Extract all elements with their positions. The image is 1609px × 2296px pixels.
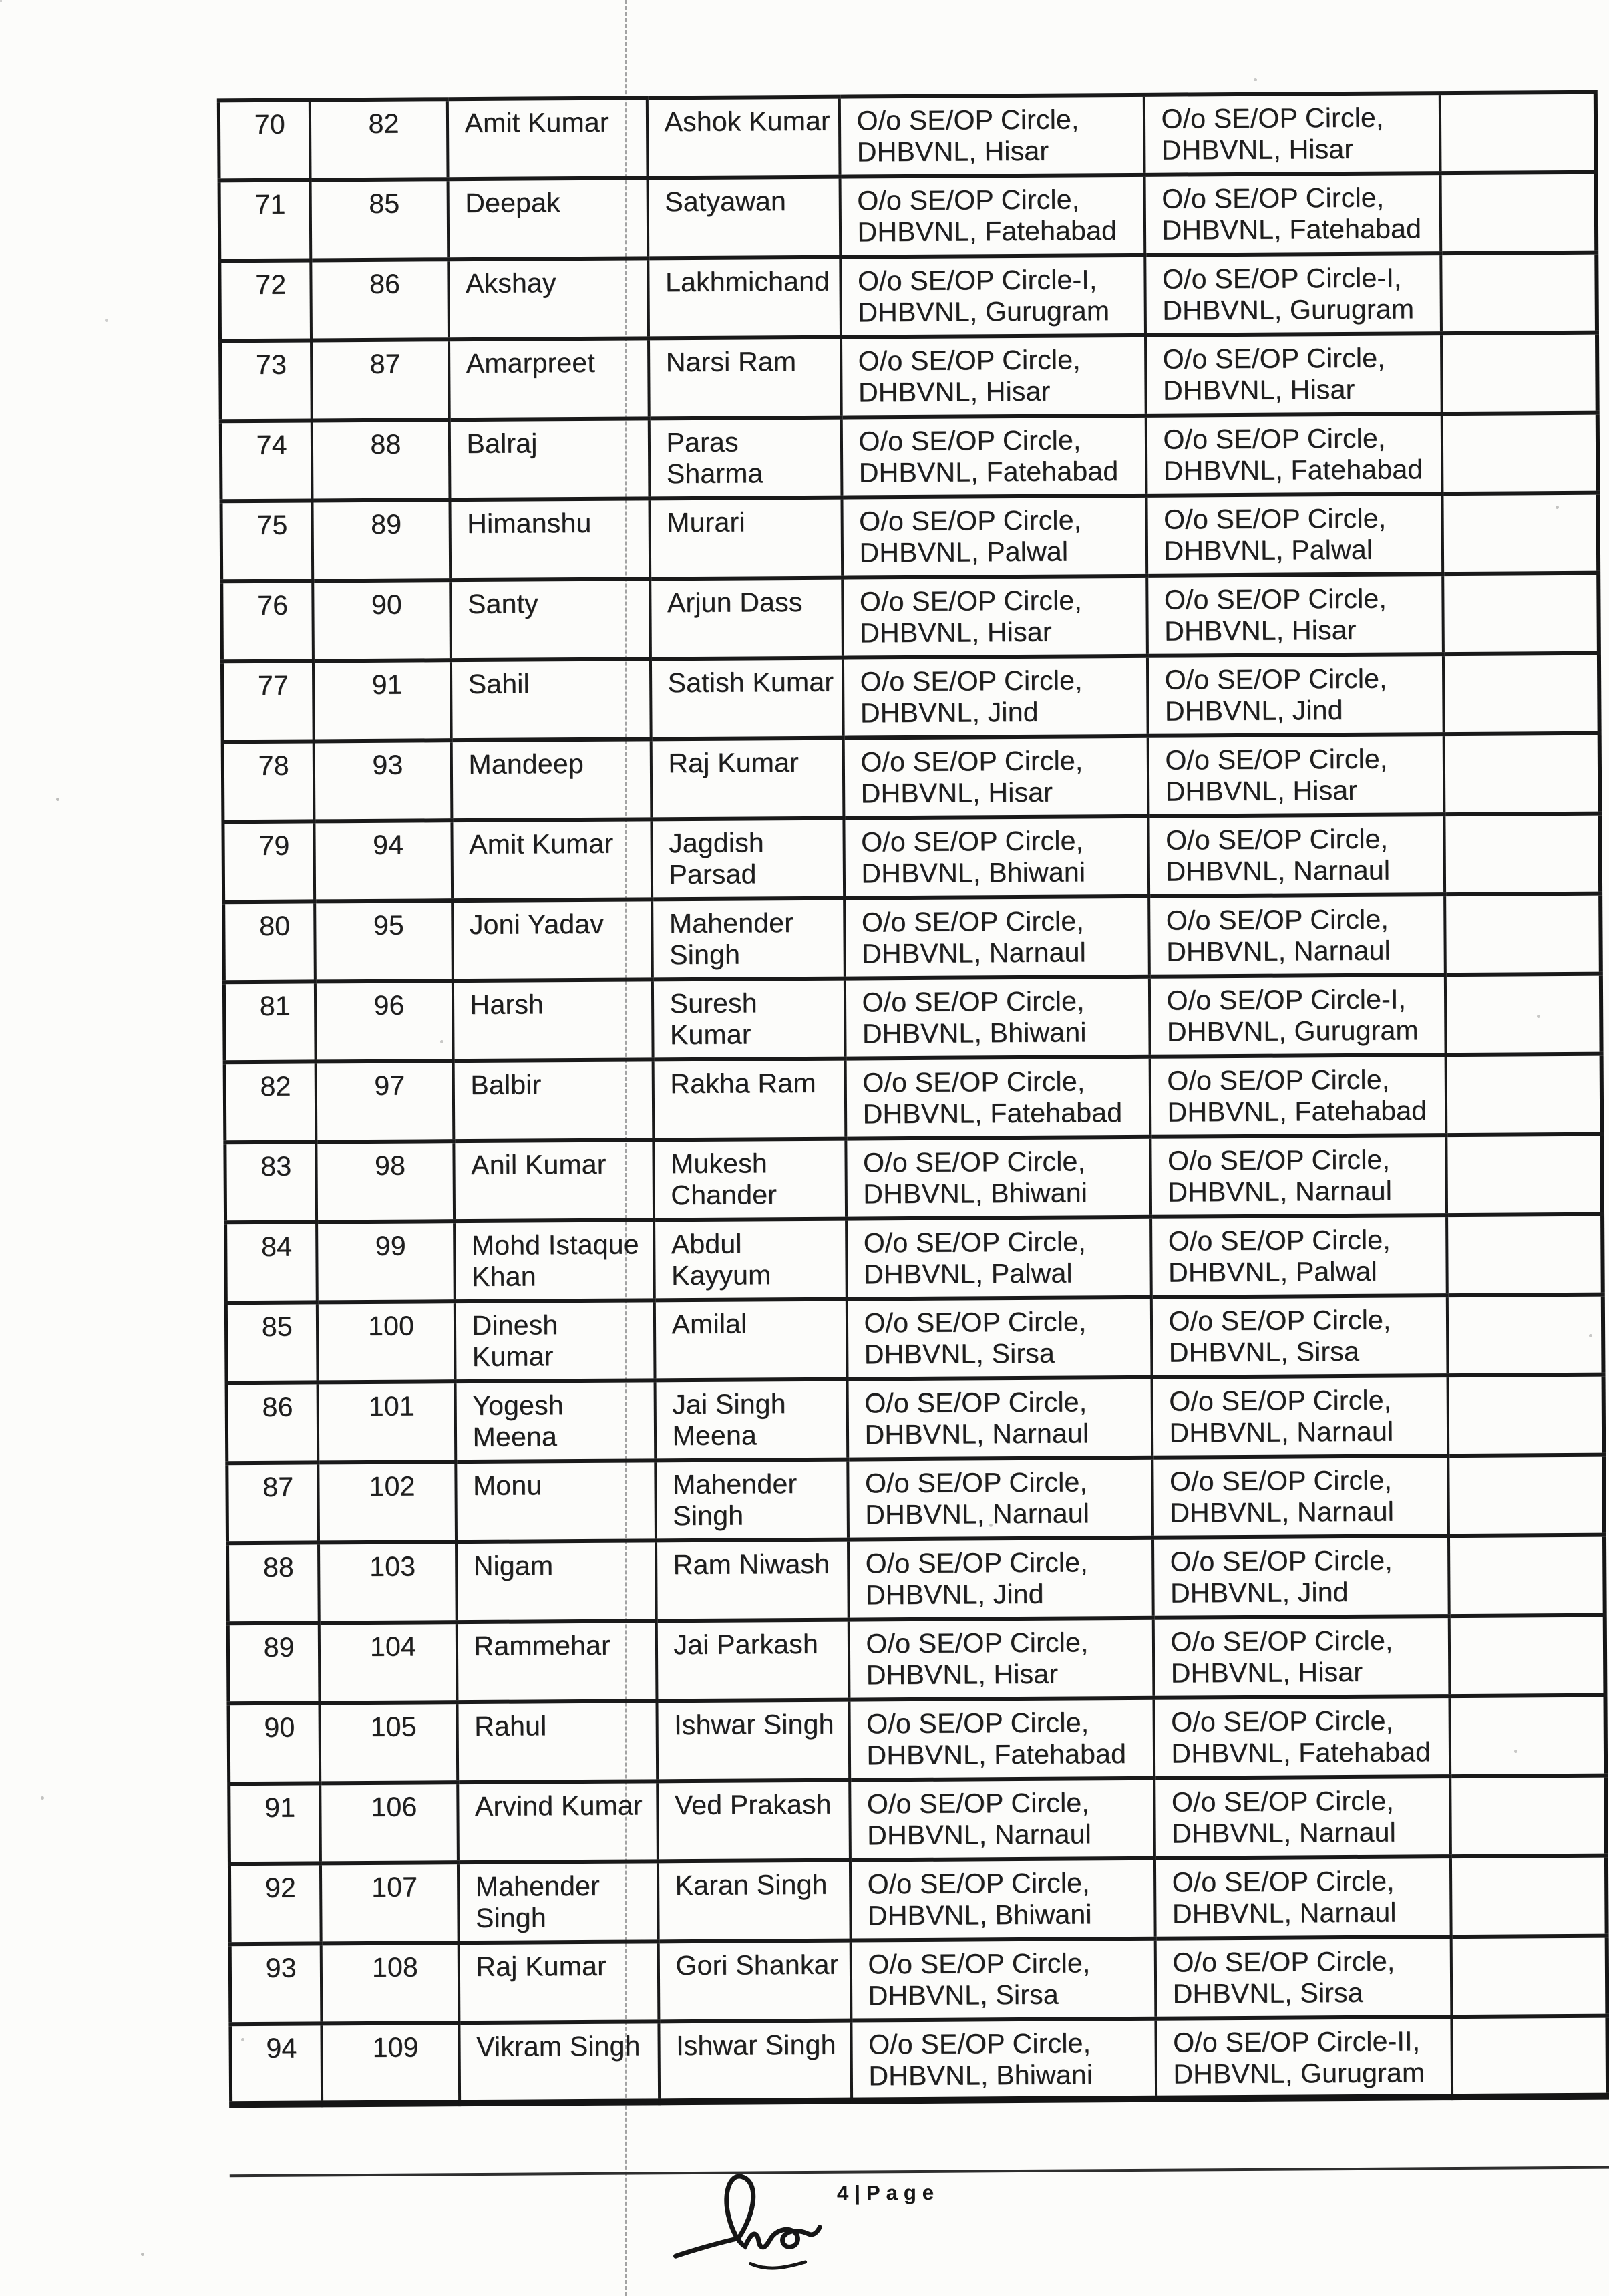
table-row (218, 92, 1596, 181)
cell-blank (1441, 333, 1597, 414)
cell-name: Dinesh Kumar (454, 1300, 655, 1381)
cell-office-1: O/o SE/OP Circle, DHBVNL, Fatehabad (849, 1698, 1154, 1780)
cell-blank (1441, 253, 1597, 333)
cell-name: Anil Kumar (454, 1140, 654, 1221)
cell-father-name: Lakhmichand (648, 257, 841, 339)
cell-office-2: O/o SE/OP Circle, DHBVNL, Fatehabad (1145, 414, 1442, 496)
cell-number: 98 (316, 1141, 454, 1222)
cell-office-2: O/o SE/OP Circle-I, DHBVNL, Gurugram (1145, 253, 1441, 335)
cell-name: Joni Yadav (452, 899, 653, 981)
cell-office-1: O/o SE/OP Circle, DHBVNL, Hisar (842, 576, 1147, 658)
cell-serial: 86 (226, 1382, 318, 1463)
cell-office-1: O/o SE/OP Circle, DHBVNL, Jind (848, 1538, 1153, 1620)
cell-office-1: O/o SE/OP Circle, DHBVNL, Palwal (842, 496, 1147, 578)
cell-serial: 73 (220, 340, 312, 421)
cell-name: Nigam (456, 1540, 657, 1622)
cell-office-2: O/o SE/OP Circle, DHBVNL, Narnaul (1148, 814, 1445, 896)
cell-father-name: Karan Singh (657, 1860, 850, 1942)
cell-father-name: Paras Sharma (649, 418, 842, 499)
table-row (223, 814, 1600, 903)
cell-serial: 93 (230, 1943, 321, 2024)
cell-number: 104 (319, 1622, 457, 1703)
cell-name: Amit Kumar (447, 98, 647, 179)
table-row (229, 1776, 1606, 1864)
cell-blank (1440, 172, 1596, 253)
handwritten-signature (671, 2170, 846, 2285)
cell-office-2: O/o SE/OP Circle, DHBVNL, Hisar (1147, 734, 1444, 816)
cell-office-1: O/o SE/OP Circle, DHBVNL, Fatehabad (841, 416, 1146, 498)
cell-office-2: O/o SE/OP Circle, DHBVNL, Fatehabad (1144, 173, 1441, 255)
cell-office-1: O/o SE/OP Circle, DHBVNL, Fatehabad (840, 175, 1145, 257)
cell-number: 93 (313, 740, 452, 821)
cell-office-1: O/o SE/OP Circle, DHBVNL, Sirsa (850, 1939, 1155, 2021)
footer-divider-line (230, 2166, 1609, 2178)
cell-number: 106 (320, 1782, 458, 1863)
cell-office-2: O/o SE/OP Circle-I, DHBVNL, Gurugram (1149, 975, 1445, 1057)
cell-office-2: O/o SE/OP Circle, DHBVNL, Sirsa (1151, 1295, 1447, 1377)
cell-office-2: O/o SE/OP Circle, DHBVNL, Fatehabad (1153, 1696, 1450, 1778)
cell-number: 88 (311, 420, 450, 500)
cell-father-name: Mukesh Chander (653, 1139, 846, 1220)
cell-number: 90 (313, 580, 451, 661)
cell-name: Amit Kumar (452, 819, 652, 900)
cell-name: Amarpreet (449, 338, 649, 420)
cell-office-2: O/o SE/OP Circle, DHBVNL, Narnaul (1151, 1375, 1448, 1458)
cell-serial: 82 (224, 1061, 316, 1142)
cell-office-1: O/o SE/OP Circle, DHBVNL, Narnaul (848, 1458, 1153, 1540)
cell-office-1: O/o SE/OP Circle, DHBVNL, Palwal (846, 1217, 1151, 1299)
cell-father-name: Jai Singh Meena (655, 1379, 848, 1461)
cell-name: Balraj (449, 418, 649, 500)
cell-father-name: Murari (649, 498, 842, 579)
cell-office-2: O/o SE/OP Circle, DHBVNL, Hisar (1145, 333, 1441, 416)
cell-number: 108 (321, 1943, 459, 2023)
cell-name: Raj Kumar (458, 1941, 659, 2023)
table-row (227, 1455, 1604, 1544)
table-row (228, 1615, 1605, 1704)
cell-office-2: O/o SE/OP Circle, DHBVNL, Sirsa (1155, 1937, 1451, 2019)
cell-office-1: O/o SE/OP Circle, DHBVNL, Bhiwani (844, 977, 1149, 1059)
cell-number: 95 (315, 900, 453, 981)
cell-number: 99 (317, 1221, 455, 1302)
cell-father-name: Jagdish Parsad (651, 818, 844, 900)
cell-serial: 90 (228, 1703, 320, 1784)
cell-number: 109 (321, 2023, 460, 2104)
cell-blank (1448, 1455, 1604, 1536)
cell-name: Deepak (448, 178, 648, 259)
cell-serial: 72 (220, 260, 311, 341)
cell-father-name: Satish Kumar (650, 658, 843, 740)
cell-serial: 92 (229, 1863, 321, 1944)
cell-name: Himanshu (450, 498, 650, 580)
cell-office-1: O/o SE/OP Circle, DHBVNL, Narnaul (850, 1778, 1155, 1860)
cell-serial: 78 (222, 741, 314, 822)
cell-serial: 91 (229, 1783, 321, 1864)
cell-blank (1444, 814, 1600, 894)
table-row (230, 1936, 1607, 2025)
cell-office-1: O/o SE/OP Circle, DHBVNL, Fatehabad (845, 1057, 1150, 1139)
cell-number: 101 (317, 1381, 456, 1462)
cell-father-name: Mahender Singh (655, 1460, 848, 1541)
table-row (224, 974, 1601, 1063)
cell-father-name: Abdul Kayyum (654, 1219, 847, 1301)
cell-office-1: O/o SE/OP Circle, DHBVNL, Bhiwani (846, 1137, 1151, 1219)
cell-number: 103 (319, 1542, 457, 1623)
cell-serial: 88 (228, 1542, 319, 1623)
page-number-label: 4|Page (836, 2180, 940, 2205)
cell-name: Mandeep (451, 739, 651, 820)
cell-father-name: Ram Niwash (656, 1540, 849, 1621)
cell-serial: 85 (226, 1302, 317, 1383)
cell-blank (1447, 1214, 1603, 1295)
cell-number: 107 (320, 1862, 458, 1943)
cell-number: 91 (313, 660, 451, 741)
cell-name: Monu (456, 1460, 656, 1542)
cell-blank (1447, 1375, 1604, 1456)
cell-number: 82 (309, 99, 448, 180)
cell-office-2: O/o SE/OP Circle, DHBVNL, Hisar (1153, 1616, 1449, 1698)
cell-office-1: O/o SE/OP Circle, DHBVNL, Bhiwani (851, 2019, 1156, 2101)
cell-number: 85 (310, 179, 448, 260)
table-row (222, 733, 1600, 822)
cell-serial: 75 (221, 500, 313, 581)
cell-blank (1449, 1615, 1605, 1696)
cell-father-name: Ashok Kumar (647, 97, 840, 178)
table-row (226, 1214, 1603, 1303)
cell-number: 105 (319, 1702, 458, 1783)
cell-father-name: Narsi Ram (649, 337, 842, 419)
cell-blank (1446, 1134, 1602, 1215)
cell-serial: 89 (228, 1623, 319, 1703)
cell-number: 87 (311, 339, 450, 420)
cell-father-name: Raj Kumar (651, 738, 844, 820)
cell-father-name: Amilal (654, 1299, 847, 1381)
cell-number: 86 (311, 259, 449, 340)
table-row (219, 172, 1596, 261)
posting-roster-table (217, 90, 1609, 2108)
cell-office-2: O/o SE/OP Circle, DHBVNL, Narnaul (1154, 1776, 1451, 1858)
table-row (229, 1856, 1606, 1945)
cell-blank (1447, 1295, 1603, 1375)
table-row (222, 653, 1599, 742)
cell-blank (1441, 413, 1598, 494)
cell-office-2: O/o SE/OP Circle, DHBVNL, Jind (1152, 1536, 1449, 1618)
cell-name: Mohd Istaque Khan (454, 1220, 655, 1301)
cell-father-name: Ishwar Singh (657, 1700, 850, 1782)
cell-name: Arvind Kumar (458, 1781, 658, 1862)
cell-name: Vikram Singh (459, 2021, 659, 2103)
cell-serial: 77 (222, 661, 313, 742)
cell-office-2: O/o SE/OP Circle, DHBVNL, Narnaul (1152, 1456, 1449, 1538)
cell-blank (1451, 2016, 1608, 2097)
cell-blank (1450, 1856, 1606, 1937)
cell-office-1: O/o SE/OP Circle-I, DHBVNL, Gurugram (840, 255, 1145, 337)
signature-scribble-icon (671, 2170, 846, 2285)
cell-name: Santy (450, 579, 651, 660)
cell-office-1: O/o SE/OP Circle, DHBVNL, Hisar (839, 95, 1144, 177)
cell-serial: 74 (220, 420, 312, 501)
cell-serial: 71 (219, 180, 311, 261)
cell-office-1: O/o SE/OP Circle, DHBVNL, Jind (842, 656, 1147, 738)
cell-office-1: O/o SE/OP Circle, DHBVNL, Narnaul (847, 1377, 1152, 1460)
cell-father-name: Ved Prakash (657, 1780, 850, 1862)
cell-name: Mahender Singh (458, 1861, 658, 1943)
cell-name: Rammehar (456, 1621, 657, 1702)
cell-father-name: Mahender Singh (652, 898, 845, 980)
table-row (226, 1375, 1604, 1464)
cell-blank (1443, 653, 1599, 734)
cell-office-2: O/o SE/OP Circle, DHBVNL, Palwal (1146, 494, 1443, 576)
cell-father-name: Gori Shankar (658, 1941, 851, 2022)
cell-office-2: O/o SE/OP Circle, DHBVNL, Narnaul (1149, 894, 1445, 977)
cell-serial: 84 (226, 1222, 317, 1303)
cell-name: Balbir (453, 1059, 653, 1141)
cell-blank (1451, 1936, 1607, 2017)
cell-serial: 70 (218, 100, 310, 180)
cell-name: Rahul (457, 1701, 657, 1782)
cell-serial: 80 (224, 901, 315, 982)
table-row (220, 413, 1598, 502)
cell-serial: 79 (223, 821, 315, 902)
cell-blank (1443, 573, 1599, 654)
cell-number: 97 (315, 1061, 454, 1142)
table-row (230, 2016, 1608, 2105)
cell-office-2: O/o SE/OP Circle-II, DHBVNL, Gurugram (1155, 2017, 1452, 2099)
cell-father-name: Satyawan (647, 177, 840, 259)
cell-blank (1445, 974, 1601, 1055)
table-row (220, 333, 1598, 422)
cell-serial: 83 (225, 1142, 317, 1222)
table-row (220, 253, 1597, 341)
table-row (224, 894, 1601, 983)
cell-office-2: O/o SE/OP Circle, DHBVNL, Palwal (1151, 1215, 1447, 1297)
cell-office-1: O/o SE/OP Circle, DHBVNL, Hisar (843, 736, 1148, 818)
cell-serial: 81 (224, 981, 315, 1062)
cell-office-1: O/o SE/OP Circle, DHBVNL, Bhiwani (850, 1858, 1155, 1941)
cell-blank (1449, 1695, 1606, 1776)
cell-name: Yogesh Meena (455, 1380, 655, 1462)
cell-number: 100 (317, 1301, 455, 1382)
table-row (225, 1134, 1602, 1223)
table-row (228, 1695, 1606, 1784)
cell-blank (1442, 493, 1598, 574)
cell-father-name: Suresh Kumar (652, 979, 845, 1060)
cell-office-1: O/o SE/OP Circle, DHBVNL, Bhiwani (844, 816, 1149, 898)
cell-number: 94 (314, 820, 452, 901)
cell-serial: 87 (227, 1462, 319, 1543)
cell-office-2: O/o SE/OP Circle, DHBVNL, Hisar (1143, 93, 1440, 175)
cell-office-1: O/o SE/OP Circle, DHBVNL, Sirsa (846, 1297, 1151, 1379)
cell-serial: 76 (222, 581, 313, 661)
roster-table-body (218, 92, 1607, 2105)
cell-blank (1445, 1054, 1602, 1135)
cell-blank (1445, 894, 1601, 975)
cell-blank (1439, 92, 1596, 173)
cell-office-2: O/o SE/OP Circle, DHBVNL, Hisar (1147, 574, 1443, 656)
cell-number: 102 (318, 1462, 456, 1542)
scan-noise-specks (0, 0, 2, 2)
table-row (224, 1054, 1602, 1143)
cell-father-name: Ishwar Singh (659, 2021, 852, 2102)
cell-blank (1450, 1776, 1606, 1856)
table-row (222, 573, 1599, 662)
cell-number: 96 (315, 981, 453, 1061)
table-row (226, 1295, 1603, 1383)
cell-father-name: Arjun Dass (650, 578, 843, 659)
cell-serial: 94 (230, 2023, 322, 2104)
table-row (221, 493, 1598, 582)
cell-father-name: Rakha Ram (653, 1059, 846, 1140)
table-row (228, 1535, 1605, 1624)
cell-office-2: O/o SE/OP Circle, DHBVNL, Fatehabad (1149, 1055, 1446, 1137)
cell-office-2: O/o SE/OP Circle, DHBVNL, Narnaul (1154, 1856, 1451, 1939)
cell-office-1: O/o SE/OP Circle, DHBVNL, Hisar (841, 335, 1146, 418)
cell-office-2: O/o SE/OP Circle, DHBVNL, Narnaul (1150, 1135, 1447, 1217)
cell-blank (1443, 733, 1600, 814)
cell-office-1: O/o SE/OP Circle, DHBVNL, Hisar (848, 1618, 1153, 1700)
cell-father-name: Jai Parkash (656, 1620, 849, 1701)
cell-name: Akshay (448, 258, 649, 339)
cell-blank (1448, 1535, 1604, 1616)
cell-office-1: O/o SE/OP Circle, DHBVNL, Narnaul (844, 896, 1149, 979)
cell-number: 89 (312, 500, 450, 581)
cell-name: Sahil (450, 659, 651, 740)
cell-name: Harsh (452, 979, 653, 1061)
cell-office-2: O/o SE/OP Circle, DHBVNL, Jind (1147, 654, 1443, 736)
